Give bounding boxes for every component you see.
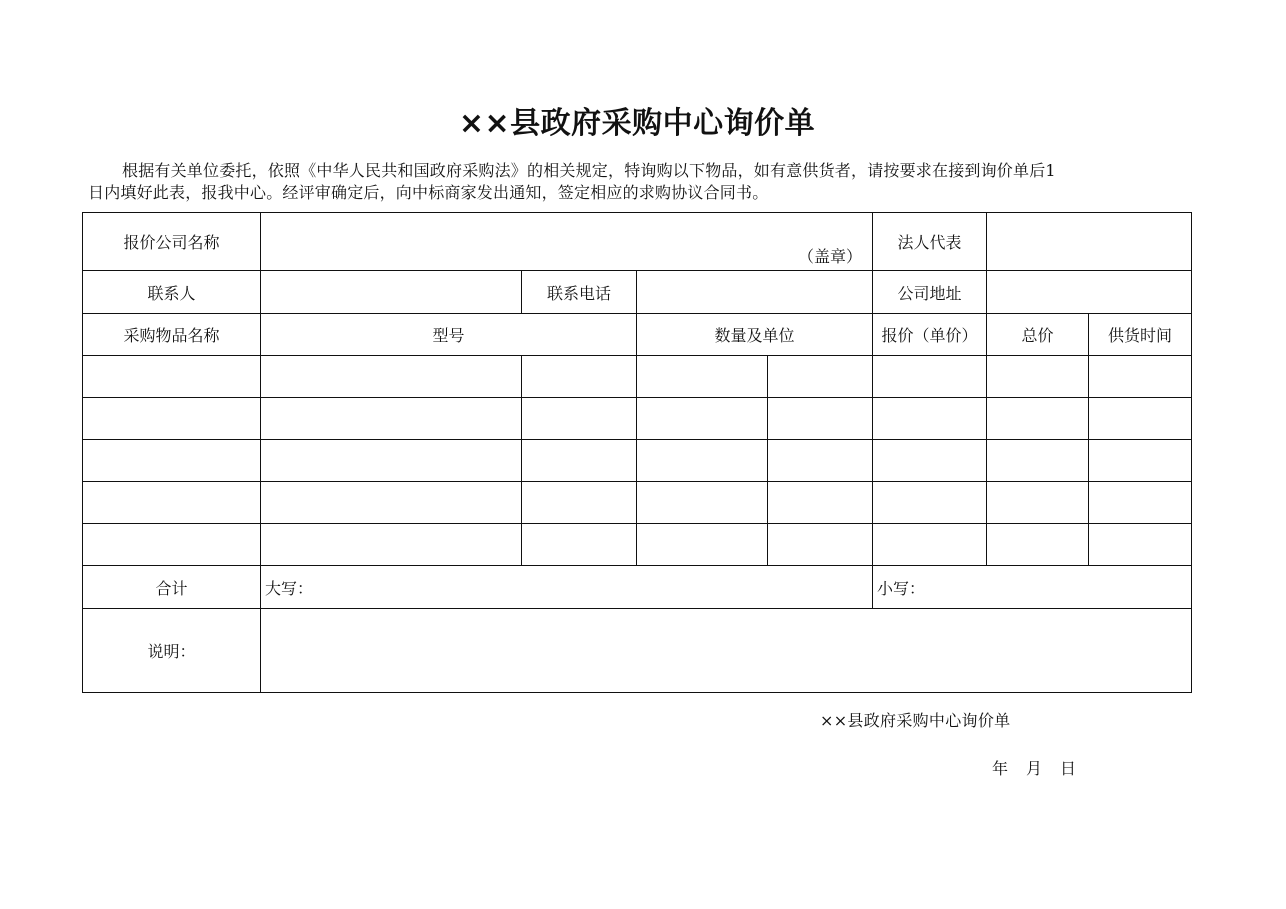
quantity-unit-header: 数量及单位	[637, 314, 873, 356]
model-header: 型号	[261, 314, 637, 356]
amount-in-figures-field[interactable]	[873, 566, 1192, 609]
company-row	[83, 213, 1192, 271]
total-label: 合计	[83, 566, 261, 609]
total-price-header: 总价	[987, 314, 1089, 356]
table-row	[83, 356, 1192, 398]
delivery-time-cell[interactable]	[1089, 356, 1192, 398]
quantity-cell[interactable]	[637, 440, 768, 482]
notes-label: 说明：	[83, 609, 261, 693]
contact-person-field[interactable]	[261, 271, 522, 314]
model-sub-cell[interactable]	[522, 356, 637, 398]
table-row	[83, 440, 1192, 482]
quantity-cell[interactable]	[637, 398, 768, 440]
model-cell[interactable]	[261, 440, 522, 482]
unit-cell[interactable]	[768, 482, 873, 524]
month-label: 月	[1026, 759, 1043, 778]
amount-in-figures-label: 小写：	[877, 578, 926, 598]
unit-price-cell[interactable]	[873, 398, 987, 440]
table-row	[83, 482, 1192, 524]
unit-price-cell[interactable]	[873, 356, 987, 398]
delivery-time-header: 供货时间	[1089, 314, 1192, 356]
footer-organization: ××县政府采购中心询价单	[820, 711, 1011, 730]
inquiry-form-table	[82, 212, 1192, 693]
unit-price-cell[interactable]	[873, 524, 987, 566]
delivery-time-cell[interactable]	[1089, 482, 1192, 524]
item-name-cell[interactable]	[83, 482, 261, 524]
amount-in-words-field[interactable]	[261, 566, 873, 609]
model-sub-cell[interactable]	[522, 524, 637, 566]
total-row	[83, 566, 1192, 609]
contact-row	[83, 271, 1192, 314]
model-cell[interactable]	[261, 524, 522, 566]
seal-note: （盖章）	[797, 247, 862, 266]
unit-cell[interactable]	[768, 524, 873, 566]
model-cell[interactable]	[261, 398, 522, 440]
unit-price-cell[interactable]	[873, 440, 987, 482]
unit-price-header: 报价（单价）	[873, 314, 987, 356]
total-price-cell[interactable]	[987, 482, 1089, 524]
address-field[interactable]	[987, 271, 1192, 314]
delivery-time-cell[interactable]	[1089, 524, 1192, 566]
model-sub-cell[interactable]	[522, 440, 637, 482]
quantity-cell[interactable]	[637, 524, 768, 566]
contact-person-label: 联系人	[83, 271, 261, 314]
total-price-cell[interactable]	[987, 356, 1089, 398]
legal-rep-field[interactable]	[987, 213, 1192, 271]
model-cell[interactable]	[261, 482, 522, 524]
unit-cell[interactable]	[768, 398, 873, 440]
company-name-field[interactable]	[261, 213, 873, 271]
footer-date	[992, 756, 1094, 779]
notes-field[interactable]	[261, 609, 1192, 693]
amount-in-words-label: 大写：	[265, 578, 314, 598]
year-label: 年	[992, 759, 1009, 778]
quantity-cell[interactable]	[637, 356, 768, 398]
day-label: 日	[1060, 759, 1077, 778]
unit-cell[interactable]	[768, 440, 873, 482]
table-row	[83, 524, 1192, 566]
delivery-time-cell[interactable]	[1089, 398, 1192, 440]
model-cell[interactable]	[261, 356, 522, 398]
model-sub-cell[interactable]	[522, 482, 637, 524]
delivery-time-cell[interactable]	[1089, 440, 1192, 482]
item-name-cell[interactable]	[83, 524, 261, 566]
item-name-cell[interactable]	[83, 398, 261, 440]
company-name-label: 报价公司名称	[83, 213, 261, 271]
phone-label: 联系电话	[522, 271, 637, 314]
legal-rep-label: 法人代表	[873, 213, 987, 271]
model-sub-cell[interactable]	[522, 398, 637, 440]
item-name-cell[interactable]	[83, 440, 261, 482]
total-price-cell[interactable]	[987, 398, 1089, 440]
table-row	[83, 398, 1192, 440]
page-title: ××县政府采购中心询价单	[458, 106, 816, 141]
phone-field[interactable]	[637, 271, 873, 314]
item-name-header: 采购物品名称	[83, 314, 261, 356]
intro-paragraph	[88, 160, 1188, 204]
unit-cell[interactable]	[768, 356, 873, 398]
total-price-cell[interactable]	[987, 524, 1089, 566]
items-header-row	[83, 314, 1192, 356]
notes-row	[83, 609, 1192, 693]
address-label: 公司地址	[873, 271, 987, 314]
intro-line-2: 日内填好此表，报我中心。经评审确定后，向中标商家发出通知，签定相应的求购协议合同书。	[88, 183, 769, 202]
total-price-cell[interactable]	[987, 440, 1089, 482]
item-name-cell[interactable]	[83, 356, 261, 398]
quantity-cell[interactable]	[637, 482, 768, 524]
intro-line-1: 根据有关单位委托，依照《中华人民共和国政府采购法》的相关规定，特询购以下物品，如有意供货者，请按要求在接到询价单后1	[122, 161, 1056, 180]
unit-price-cell[interactable]	[873, 482, 987, 524]
